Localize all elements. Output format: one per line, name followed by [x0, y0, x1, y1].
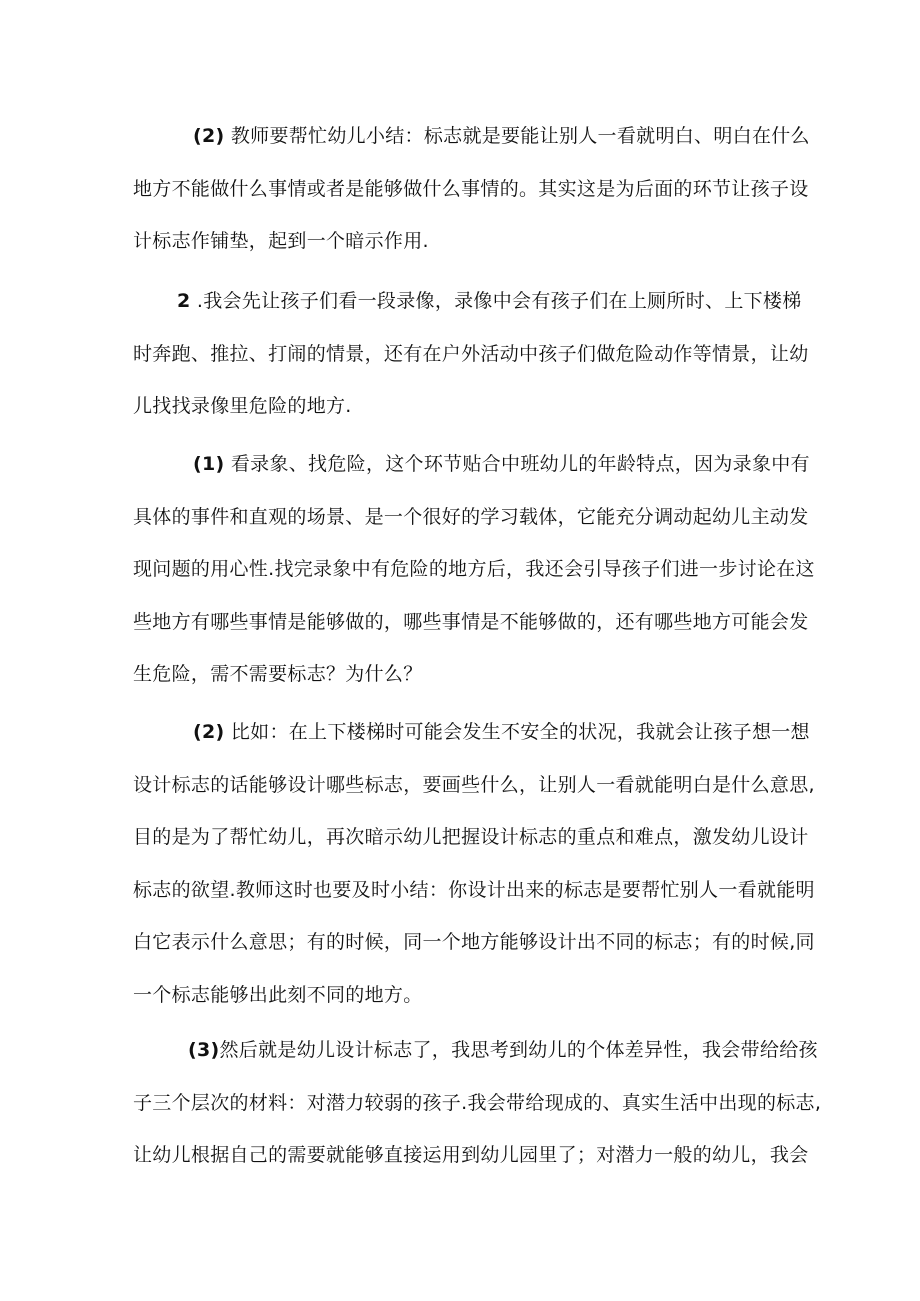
paragraph-line: 生危险，需不需要标志？为什么？ [133, 663, 423, 685]
paragraph-line: 地方不能做什么事情或者是能够做什么事情的。其实这是为后面的环节让孩子设 [133, 177, 809, 200]
paragraph-line: 时奔跑、推拉、打闹的情景，还有在户外活动中孩子们做危险动作等情景，让幼 [133, 342, 809, 365]
paragraph-find-danger [133, 438, 815, 701]
paragraph-line: 儿找找录像里危险的地方. [133, 395, 352, 417]
paragraph-line [133, 438, 810, 491]
item-marker: (1) [193, 453, 225, 475]
line-text: 教师要帮忙幼儿小结：标志就是要能让别人一看就明白、明白在什么 [230, 125, 810, 147]
paragraph-line [133, 1024, 818, 1077]
line-text: 看录象、找危险，这个环节贴合中班幼儿的年龄特点，因为录象中有 [230, 453, 810, 475]
paragraph-line: 现问题的用心性.找完录象中有危险的地方后，我还会引导孩子们进一步讨论在这 [133, 558, 815, 580]
paragraph-teacher-summary [133, 110, 810, 268]
paragraph-design-signs [133, 1024, 822, 1182]
paragraph-line: 标志的欲望.教师这时也要及时小结：你设计出来的标志是要帮忙别人一看就能明 [133, 878, 815, 901]
item-marker: (2) [193, 125, 225, 147]
paragraph-line: 具体的事件和直观的场景、是一个很好的学习载体，它能充分调动起幼儿主动发 [133, 505, 809, 528]
item-marker: 2 [177, 290, 191, 312]
paragraph-line: 让幼儿根据自己的需要就能够直接运用到幼儿园里了；对潜力一般的幼儿，我会 [133, 1144, 809, 1166]
paragraph-line: 目的是为了帮忙幼儿，再次暗示幼儿把握设计标志的重点和难点，激发幼儿设计 [133, 826, 809, 848]
paragraph-watch-video [133, 275, 809, 433]
paragraph-line: 些地方有哪些事情是能够做的，哪些事情是不能够做的，还有哪些地方可能会发 [133, 610, 809, 633]
paragraph-line [133, 706, 810, 759]
paragraph-line: 设计标志的话能够设计哪些标志，要画些什么，让别人一看就能明白是什么意思, [133, 773, 815, 796]
paragraph-line: 子三个层次的材料：对潜力较弱的孩子.我会带给现成的、真实生活中出现的标志, [133, 1091, 822, 1114]
item-marker: (3) [188, 1039, 220, 1061]
paragraph-line: 白它表示什么意思；有的时候，同一个地方能够设计出不同的标志；有的时候,同 [133, 931, 815, 953]
line-text: 比如：在上下楼梯时可能会发生不安全的状况，我就会让孩子想一想 [230, 721, 810, 743]
paragraph-line: 计标志作铺垫，起到一个暗示作用. [133, 230, 429, 252]
paragraph-line [133, 110, 810, 163]
item-marker: (2) [193, 721, 225, 743]
paragraph-line: 一个标志能够出此刻不同的地方。 [133, 983, 423, 1006]
line-text: .我会先让孩子们看一段录像，录像中会有孩子们在上厕所时、上下楼梯 [196, 290, 802, 312]
paragraph-line [133, 275, 802, 328]
line-text: 然后就是幼儿设计标志了，我思考到幼儿的个体差异性，我会带给给孩 [219, 1039, 818, 1061]
paragraph-stairs-example [133, 706, 815, 1021]
